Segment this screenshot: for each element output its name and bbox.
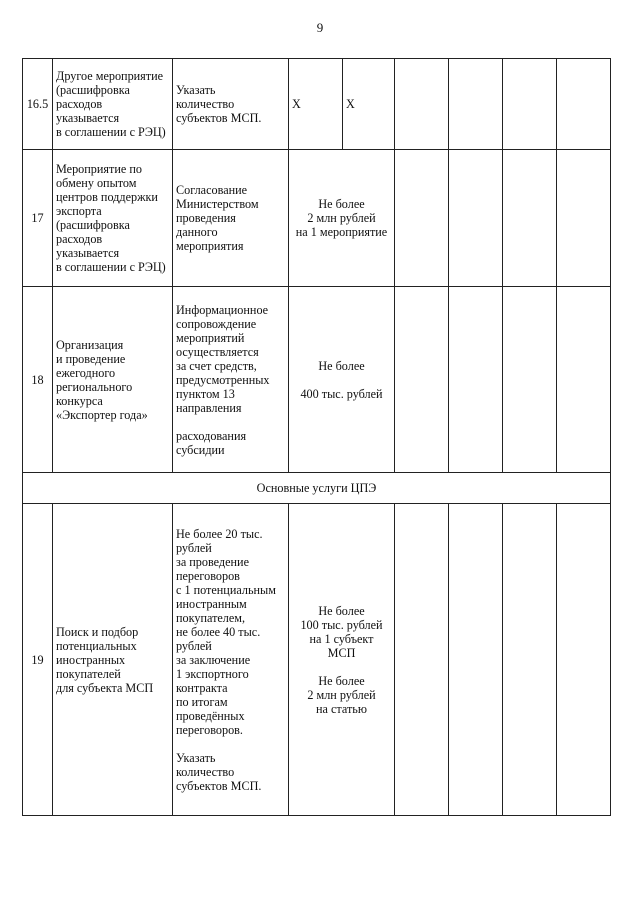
measure-name: Поиск и подбор потенциальных иностранных покупателей для субъекта МСП <box>53 504 173 816</box>
measure-limit: Не более 100 тыс. рублей на 1 субъект МСП Не более 2 млн рублей на статью <box>289 504 395 816</box>
measure-name: Мероприятие по обмену опытом центров поддержки экспорта (расшифровка расходов указывается в соглашении с РЭЦ) <box>53 150 173 287</box>
empty-cell <box>557 287 611 473</box>
section-row <box>23 473 611 504</box>
measure-condition: Информационное сопровождение мероприятий осуществляется за счет средств, предусмотренных пунктом 13 направления расходования субсидии <box>173 287 289 473</box>
page-number: 9 <box>316 20 324 35</box>
empty-cell <box>449 287 503 473</box>
mark-cell: X <box>343 59 395 150</box>
empty-cell <box>503 504 557 816</box>
mark-cell: X <box>289 59 343 150</box>
measure-limit: Не более 400 тыс. рублей <box>289 287 395 473</box>
measure-condition: Указать количество субъектов МСП. <box>173 59 289 150</box>
empty-cell <box>449 504 503 816</box>
row-number: 18 <box>23 287 53 473</box>
measure-name: Организация и проведение ежегодного регионального конкурса «Экспортер года» <box>53 287 173 473</box>
empty-cell <box>557 150 611 287</box>
empty-cell <box>503 59 557 150</box>
empty-cell <box>557 504 611 816</box>
section-title: Основные услуги ЦПЭ <box>23 473 611 504</box>
measure-limit: Не более 2 млн рублей на 1 мероприятие <box>289 150 395 287</box>
measures-table <box>22 58 611 816</box>
measure-name: Другое мероприятие (расшифровка расходов указывается в соглашении с РЭЦ) <box>53 59 173 150</box>
empty-cell <box>449 150 503 287</box>
row-number: 16.5 <box>23 59 53 150</box>
empty-cell <box>557 59 611 150</box>
empty-cell <box>395 504 449 816</box>
row-number: 17 <box>23 150 53 287</box>
measure-condition: Согласование Министерством проведения данного мероприятия <box>173 150 289 287</box>
measure-condition: Не более 20 тыс. рублей за проведение переговоров с 1 потенциальным иностранным покупателем, не более 40 тыс. рублей за заключение 1 экспортного контракта по итогам проведённых переговоров. Указать количество субъектов МСП. <box>173 504 289 816</box>
empty-cell <box>395 150 449 287</box>
table-row <box>23 287 611 473</box>
empty-cell <box>503 287 557 473</box>
table-row <box>23 59 611 150</box>
empty-cell <box>503 150 557 287</box>
table-row <box>23 504 611 816</box>
empty-cell <box>395 59 449 150</box>
empty-cell <box>395 287 449 473</box>
empty-cell <box>449 59 503 150</box>
row-number: 19 <box>23 504 53 816</box>
table-row <box>23 150 611 287</box>
